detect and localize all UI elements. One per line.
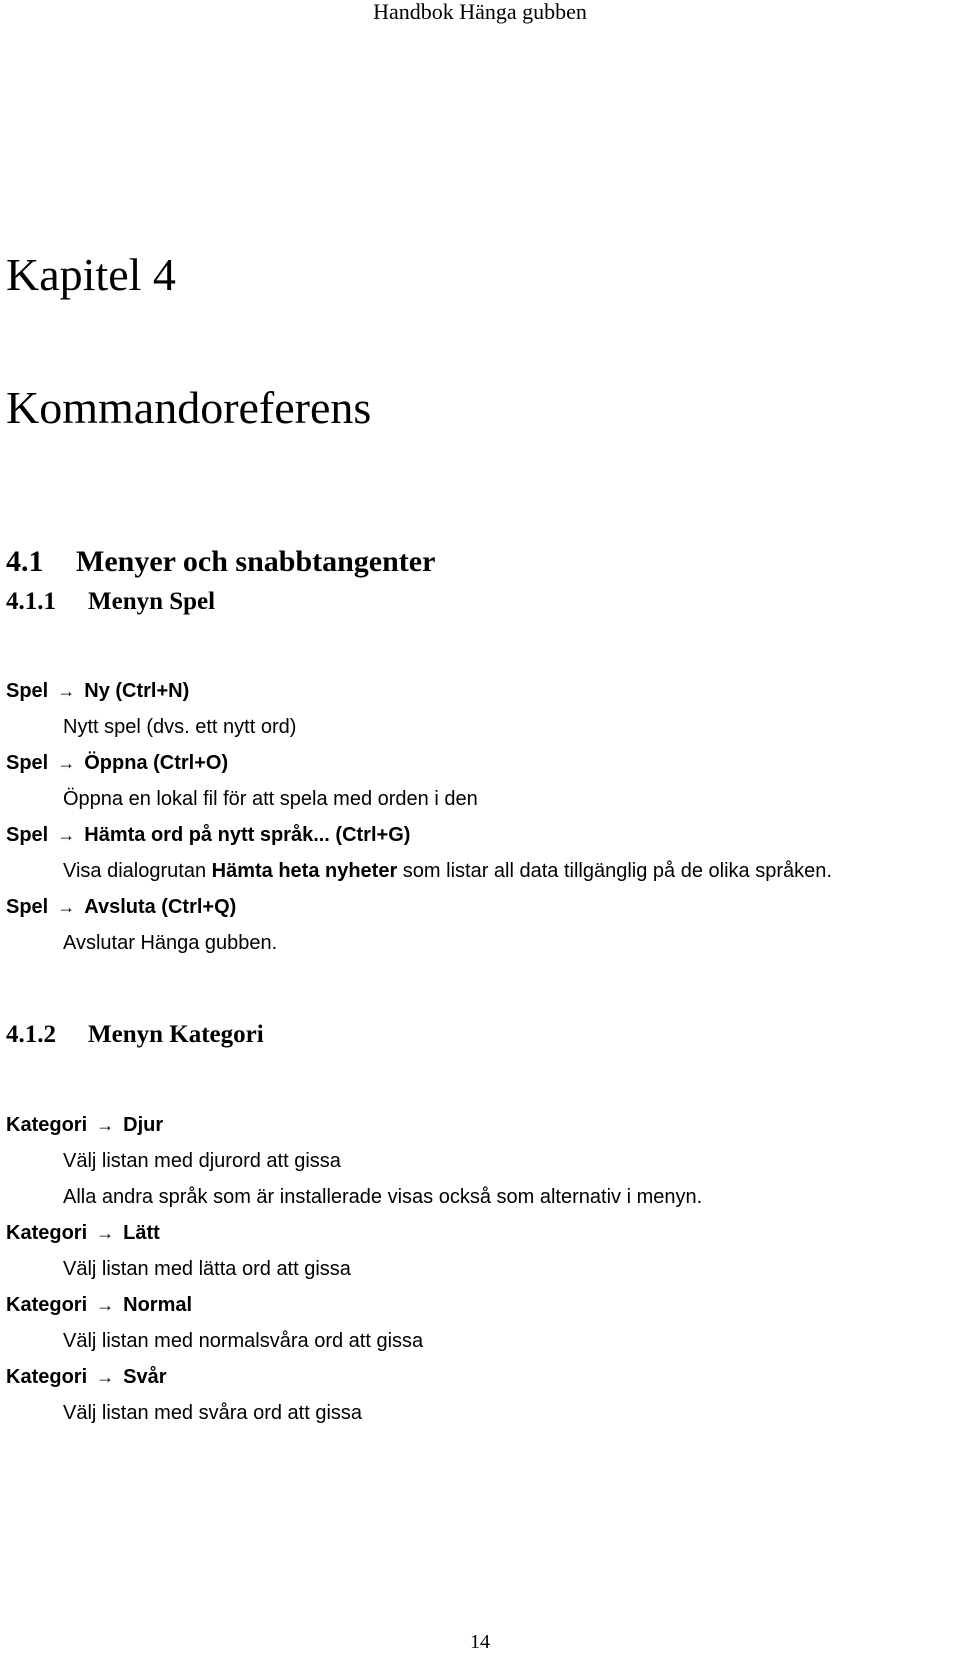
- subsection-title: Menyn Spel: [88, 588, 216, 615]
- right-arrow-icon: →: [57, 753, 76, 773]
- subsection-title: Menyn Kategori: [88, 1021, 264, 1048]
- command-note: Alla andra språk som är installerade visas också som alternativ i menyn.: [63, 1186, 703, 1208]
- menu-name: Spel: [6, 680, 49, 702]
- command-entry: [6, 1107, 946, 1215]
- command-term: [6, 1215, 946, 1251]
- right-arrow-icon: →: [57, 897, 76, 917]
- command-term: [6, 1287, 946, 1323]
- chapter-label: Kapitel 4: [6, 249, 176, 300]
- right-arrow-icon: →: [96, 1223, 115, 1243]
- command-description: Välj listan med svåra ord att gissa: [63, 1402, 363, 1424]
- command-name: Hämta ord på nytt språk... (Ctrl+G): [84, 824, 411, 846]
- right-arrow-icon: →: [57, 681, 76, 701]
- command-name: Avsluta (Ctrl+Q): [84, 896, 237, 918]
- menu-name: Kategori: [6, 1294, 88, 1316]
- section-number: 4.1: [6, 545, 44, 578]
- command-entry: [6, 1287, 946, 1359]
- command-name: Ny (Ctrl+N): [84, 680, 190, 702]
- menu-name: Spel: [6, 824, 49, 846]
- page-number: 14: [470, 1631, 490, 1653]
- command-term: [6, 745, 946, 781]
- command-term: [6, 889, 946, 925]
- dialog-name: Hämta heta nyheter: [211, 860, 398, 882]
- command-name: Öppna (Ctrl+O): [84, 752, 229, 774]
- command-entry: [6, 673, 946, 745]
- command-name: Svår: [123, 1366, 167, 1388]
- command-entry: [6, 1359, 946, 1431]
- command-name: Lätt: [123, 1222, 160, 1244]
- right-arrow-icon: →: [96, 1115, 115, 1135]
- command-entry: [6, 1215, 946, 1287]
- chapter-title: Kommandoreferens: [6, 382, 372, 433]
- command-description: Avslutar Hänga gubben.: [63, 932, 278, 954]
- command-description: Välj listan med lätta ord att gissa: [63, 1258, 351, 1280]
- command-entry: [6, 745, 946, 817]
- menu-name: Kategori: [6, 1222, 88, 1244]
- subsection-number: 4.1.2: [6, 1021, 56, 1048]
- right-arrow-icon: →: [96, 1367, 115, 1387]
- menu-name: Spel: [6, 752, 49, 774]
- command-description: Nytt spel (dvs. ett nytt ord): [63, 716, 297, 738]
- command-name: Normal: [123, 1294, 193, 1316]
- section-title: Menyer och snabbtangenter: [76, 545, 436, 578]
- command-name: Djur: [123, 1114, 164, 1136]
- command-entry: [6, 889, 946, 961]
- right-arrow-icon: →: [57, 825, 76, 845]
- command-description: Välj listan med normalsvåra ord att gissa: [63, 1330, 424, 1352]
- menu-name: Kategori: [6, 1366, 88, 1388]
- command-list-kategori: [6, 1107, 946, 1431]
- right-arrow-icon: →: [96, 1295, 115, 1315]
- subsection-number: 4.1.1: [6, 588, 56, 615]
- section-heading: [6, 544, 435, 580]
- command-description: Visa dialogrutan Hämta heta nyheter som listar all data tillgänglig på de olika språken.: [63, 860, 832, 882]
- menu-name: Spel: [6, 896, 49, 918]
- command-term: [6, 1359, 946, 1395]
- subsection-heading-kategori: [6, 1020, 264, 1050]
- command-term: [6, 673, 946, 709]
- command-term: [6, 817, 946, 853]
- command-description: Välj listan med djurord att gissa: [63, 1150, 341, 1172]
- running-header: Handbok Hänga gubben: [373, 0, 587, 24]
- subsection-heading-spel: [6, 587, 215, 617]
- command-term: [6, 1107, 946, 1143]
- command-list-spel: [6, 673, 946, 961]
- command-entry: [6, 817, 946, 889]
- command-description: Öppna en lokal fil för att spela med orden i den: [63, 788, 478, 810]
- menu-name: Kategori: [6, 1114, 88, 1136]
